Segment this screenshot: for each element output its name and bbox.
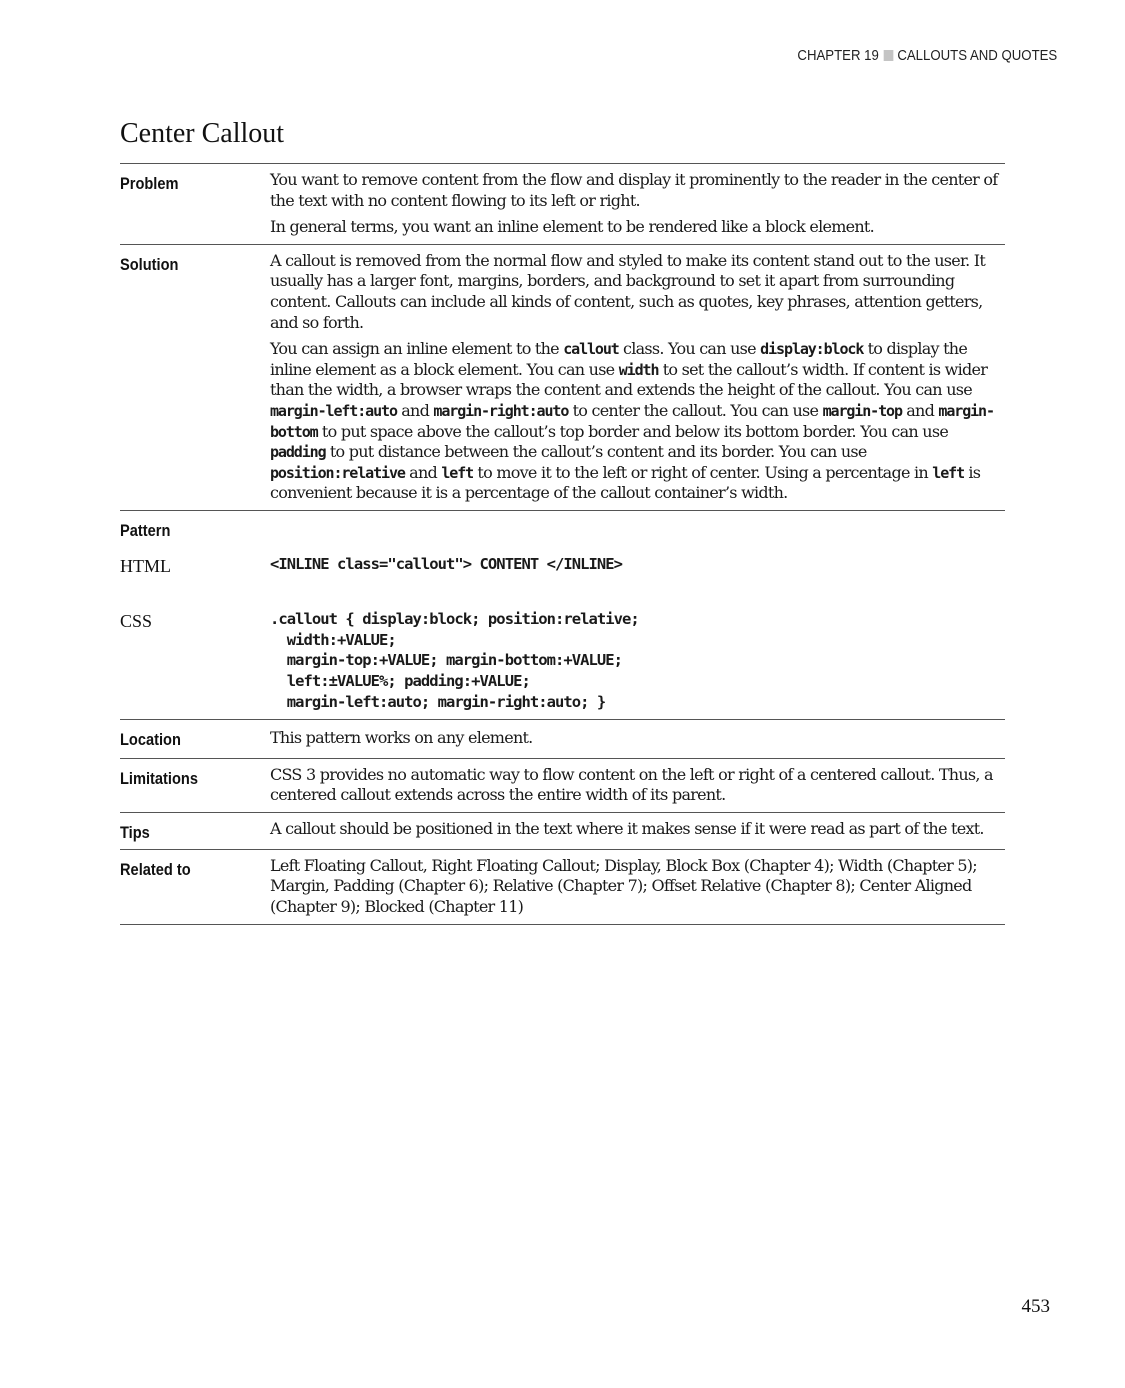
limitations-label: Limitations bbox=[120, 768, 198, 788]
page-title: Center Callout bbox=[120, 118, 285, 149]
tips-label: Tips bbox=[120, 822, 150, 842]
tips-text: A callout should be positioned in the text where it makes sense if it were read as part of the text. bbox=[270, 818, 984, 838]
css-label: CSS bbox=[120, 610, 153, 631]
problem-paragraph-2: In general terms, you want an inline element to be rendered like a block element. bbox=[270, 217, 874, 237]
code-term: left bbox=[441, 463, 474, 482]
chapter-number: CHAPTER 19 bbox=[797, 47, 879, 64]
solution-label: Solution bbox=[120, 254, 179, 274]
text-run: You can assign an inline element to the bbox=[270, 339, 564, 359]
code-term: margin-right:auto bbox=[433, 401, 569, 420]
pattern-row bbox=[120, 510, 1005, 541]
text-run: to put space above the callout’s top border and below its bottom border. You can use bbox=[317, 421, 949, 441]
pattern-html-row bbox=[120, 541, 1005, 609]
css-code-line: margin-top:+VALUE; margin-bottom:+VALUE; bbox=[270, 651, 623, 670]
text-run: and bbox=[404, 462, 442, 482]
pattern-label: Pattern bbox=[120, 520, 171, 540]
text-run: to center the callout. You can use bbox=[568, 400, 823, 420]
code-term: margin-top bbox=[822, 401, 902, 420]
css-code-line: width:+VALUE; bbox=[270, 630, 396, 649]
solution-row bbox=[120, 244, 1005, 510]
text-run: to display the inline element as a block element. You can use bbox=[270, 339, 968, 379]
pattern-table bbox=[120, 163, 1005, 925]
text-run: class. You can use bbox=[618, 339, 761, 359]
problem-paragraph-1: You want to remove content from the flow and display it prominently to the reader in the center of the text with no content flowing to its left or right. bbox=[270, 170, 998, 210]
page-number: 453 bbox=[1021, 1296, 1050, 1317]
code-term: display:block bbox=[760, 340, 864, 359]
problem-row bbox=[120, 164, 1005, 245]
related-label: Related to bbox=[120, 859, 191, 879]
text-run: to put distance between the callout’s content and its border. You can use bbox=[325, 442, 867, 462]
code-term: position:relative bbox=[270, 463, 405, 482]
text-run: is convenient because it is a percentage of the callout container’s width. bbox=[270, 462, 981, 503]
css-code-line: left:±VALUE%; padding:+VALUE; bbox=[270, 672, 530, 691]
html-code: <INLINE class="callout"> CONTENT </INLINE> bbox=[270, 554, 623, 573]
text-run: to set the callout’s width. If content is wider than the width, a browser wraps the content and extends the height of the callout. You can use bbox=[270, 359, 988, 400]
code-term: width bbox=[618, 360, 659, 379]
running-header bbox=[797, 47, 1057, 64]
code-term: left bbox=[932, 463, 965, 482]
limitations-text: CSS 3 provides no automatic way to flow content on the left or right of a centered callout. Thus, a centered callout extends across the entire width of its parent. bbox=[270, 764, 993, 805]
text-run: and bbox=[901, 400, 939, 420]
pattern-css-row bbox=[120, 609, 1005, 719]
code-term: margin-left:auto bbox=[270, 401, 397, 420]
location-label: Location bbox=[120, 729, 181, 749]
code-term: callout bbox=[563, 340, 619, 359]
css-code-line: margin-left:auto; margin-right:auto; } bbox=[270, 692, 606, 711]
chapter-title: CALLOUTS AND QUOTES bbox=[897, 47, 1057, 64]
code-term: margin-bottom bbox=[270, 401, 994, 441]
html-label: HTML bbox=[120, 555, 171, 576]
text-run: and bbox=[396, 400, 434, 420]
css-code-line: .callout { display:block; position:relative; bbox=[270, 609, 639, 628]
tips-row bbox=[120, 812, 1005, 849]
solution-paragraph-2 bbox=[270, 339, 1005, 504]
limitations-row bbox=[120, 758, 1005, 812]
location-text: This pattern works on any element. bbox=[270, 727, 533, 747]
location-row bbox=[120, 719, 1005, 758]
square-separator-icon bbox=[883, 50, 893, 61]
problem-label: Problem bbox=[120, 174, 179, 193]
solution-paragraph-1: A callout is removed from the normal flow and styled to make its content stand out to the user. It usually has a larger font, margins, borders, and background to set it apart from surrounding content. Callouts can include all kinds of content, such as quotes, key phrases, attention getters, and so forth. bbox=[270, 250, 986, 332]
code-term: padding bbox=[270, 443, 326, 462]
text-run: to move it to the left or right of center. Using a percentage in bbox=[473, 462, 933, 482]
related-text: Left Floating Callout, Right Floating Callout; Display, Block Box (Chapter 4); Width (Chapter 5); Margin, Padding (Chapter 6); Relative (Chapter 7); Offset Relative (Chapter 8); Center Aligned (Chapter 9); Blocked (Chapter 11) bbox=[270, 855, 977, 917]
related-row bbox=[120, 849, 1005, 924]
